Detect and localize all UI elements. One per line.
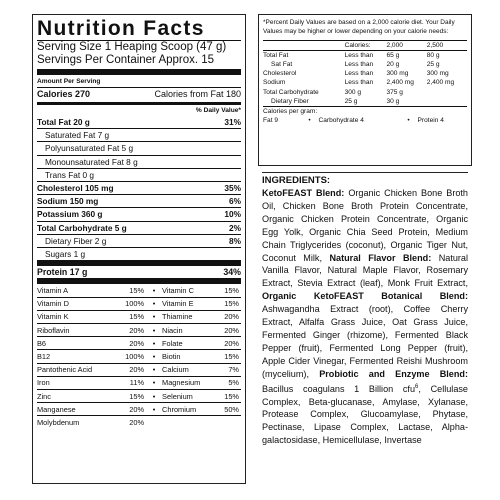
dv-cell: Less than: [344, 61, 374, 69]
vitamins-table: [37, 284, 241, 428]
vitamin-name: Niacin: [162, 324, 217, 337]
dv-cell: 80 g: [427, 50, 467, 60]
vitamin-dv: 15%: [129, 286, 145, 296]
vitamin-row: [37, 350, 241, 363]
vitamin-name: Thiamine: [162, 310, 217, 323]
dv-header-cell: [263, 40, 345, 50]
nutrition-facts-panel: [32, 14, 246, 484]
superscript: 6: [415, 383, 419, 390]
vitamin-name: B6: [37, 337, 116, 350]
ingredient-list: Bacillus coagulans 1 Billion cfu: [262, 383, 416, 394]
dv-cell: Sat Fat: [271, 61, 293, 69]
vitamin-row: [37, 324, 241, 337]
dv-cell: Total Fat: [263, 50, 345, 60]
vitamin-dv: 20%: [116, 403, 146, 416]
per-gram-item: Protein 4: [417, 117, 444, 125]
ingredient-list: Organic Chicken Bone Broth Oil, Chicken Bone Broth Protein Concentrate, Organic Chicken Protein Concentrate, Organic Egg Yolk, Organic Chia Seed Protein, Medium Chain Triglycerides (coconut), Organic Tiger Nut, Coconut Milk,: [262, 188, 468, 263]
bullet-icon: •: [146, 297, 162, 310]
calories-per-gram: [263, 106, 467, 117]
vitamin-dv: 15%: [217, 350, 241, 363]
ingredient-blend-name: Organic KetoFEAST Botanical Blend:: [262, 291, 468, 302]
nutrient-label: Dietary Fiber 2 g: [45, 235, 107, 246]
dv-row: [263, 78, 467, 87]
dv-cell: 300 mg: [426, 70, 449, 78]
vitamin-dv: 15%: [217, 297, 241, 310]
nutrient-dv: 31%: [224, 117, 241, 127]
dv-header-row: [37, 106, 241, 116]
nutrient-dv: 35%: [224, 183, 241, 194]
calories-label: Calories 270: [37, 89, 91, 99]
dv-cell: 300 g: [344, 88, 362, 96]
vitamin-dv: 20%: [217, 310, 241, 323]
vitamin-dv: 7%: [217, 363, 241, 376]
ingredients-heading: INGREDIENTS:: [262, 172, 468, 187]
nutrient-label: Total Carbohydrate 5 g: [37, 222, 127, 233]
dv-cell: Less than: [344, 79, 374, 87]
nutrient-label: Trans Fat 0 g: [45, 169, 95, 180]
serving-size: Serving Size 1 Heaping Scoop (47 g): [37, 41, 227, 53]
vitamin-name: Folate: [162, 337, 217, 350]
bullet-icon: •: [146, 350, 162, 363]
vitamin-row: [37, 376, 241, 389]
vitamin-row: [37, 310, 241, 323]
vitamin-name: Riboflavin: [37, 324, 116, 337]
bullet-icon: •: [146, 376, 162, 389]
bullet-icon: •: [146, 310, 162, 323]
dv-header-cell: 2,000: [386, 40, 426, 50]
cal-per-gram-label: Calories per gram:: [263, 107, 318, 115]
dv-table: [263, 40, 467, 106]
vitamin-dv: 20%: [217, 337, 241, 350]
vitamin-row: [37, 389, 241, 402]
ingredient-blend-name: Probiotic and Enzyme Blend:: [319, 368, 469, 379]
bullet-icon: •: [407, 117, 410, 125]
bullet-icon: [146, 416, 162, 429]
nutrient-row: [37, 234, 241, 247]
calories-from-fat: Calories from Fat 180: [154, 89, 241, 99]
vitamin-name: Manganese: [37, 403, 116, 416]
per-gram-item: Carbohydrate 4: [318, 117, 364, 125]
vitamin-row: [37, 337, 241, 350]
vitamin-dv: 100%: [116, 297, 146, 310]
vitamin-name: Molybdenum: [37, 416, 116, 429]
nutrient-label: Monounsaturated Fat 8 g: [45, 156, 138, 167]
bullet-icon: •: [146, 403, 162, 416]
nutrient-dv: 2%: [229, 222, 241, 233]
nutrient-label: Cholesterol 105 mg: [37, 183, 114, 194]
dv-cell: [427, 88, 467, 97]
bullet-icon: •: [146, 337, 162, 350]
nutrient-row: [37, 181, 241, 194]
vitamin-name: Magnesium: [162, 376, 217, 389]
vitamin-name: [162, 416, 217, 429]
dv-cell: 25 g: [344, 97, 358, 105]
nutrient-dv: 6%: [229, 196, 241, 207]
dv-cell: Less than: [345, 50, 387, 60]
dv-header: % Daily Value*: [195, 107, 241, 114]
dv-cell: 375 g: [386, 88, 403, 96]
ingredients-panel: [258, 170, 472, 446]
vitamin-name: Vitamin D: [37, 297, 116, 310]
dv-cell: Dietary Fiber: [271, 97, 309, 105]
vitamin-row: [37, 403, 241, 416]
dv-row: [263, 60, 467, 69]
vitamin-name: Calcium: [162, 363, 217, 376]
calories-row: [37, 87, 241, 101]
bullet-icon: •: [146, 324, 162, 337]
nutrient-row: [37, 141, 241, 154]
daily-values-panel: [258, 14, 472, 166]
vitamin-row: [37, 297, 241, 310]
protein-row: [37, 266, 241, 278]
dv-cell: 30 g: [386, 97, 400, 105]
nutrient-dv: 10%: [224, 209, 241, 220]
nutrient-row: [37, 207, 241, 220]
vitamin-name: Vitamin E: [162, 297, 217, 310]
protein-label: Protein 17 g: [37, 267, 88, 278]
vitamin-dv: 20%: [217, 324, 241, 337]
ingredient-list: , Cellulase Complex, Beta-glucanase, Amylase, Xylanase, Protease Complex, Glucoamylase, Phytase, Pectinase, Lipase Complex, Lactase, Alpha-galactosidase, Hemicellulase, Invertase: [262, 383, 468, 446]
dv-cell: 65 g: [386, 50, 426, 60]
vitamin-name: B12: [37, 350, 116, 363]
dv-header-cell: Calories:: [345, 40, 387, 50]
dv-cell: 20 g: [386, 61, 400, 69]
bullet-icon: •: [308, 117, 311, 125]
vitamin-name: Vitamin A: [37, 286, 69, 296]
nutrient-row: [37, 221, 241, 234]
bullet-icon: •: [152, 286, 156, 296]
vitamin-dv: 50%: [217, 403, 241, 416]
vitamin-dv: 20%: [116, 416, 146, 429]
dv-row: [263, 88, 467, 97]
protein-dv: 34%: [223, 267, 241, 278]
dv-cell: 300 mg: [386, 70, 409, 78]
dv-row: [263, 50, 467, 60]
nutrient-row: [37, 168, 241, 181]
vitamin-dv: 5%: [217, 376, 241, 389]
dv-cell: Cholesterol: [263, 70, 297, 78]
per-gram-values: [263, 116, 467, 126]
dv-header-row: [263, 40, 467, 50]
dv-row: [263, 97, 467, 106]
amount-per-serving: Amount Per Serving: [37, 78, 101, 85]
vitamin-dv: 100%: [116, 350, 146, 363]
nutrient-dv: 8%: [229, 235, 241, 246]
nutrient-label: Total Fat 20 g: [37, 117, 90, 127]
dv-footnote: *Percent Daily Values are based on a 2,000 calorie diet. Your Daily Values may be higher or lower depending on your calorie needs:: [263, 19, 455, 35]
dv-header-cell: 2,500: [427, 40, 467, 50]
dv-cell: 25 g: [426, 61, 440, 69]
ingredients-text: [262, 187, 468, 447]
nutrient-label: Polyunsaturated Fat 5 g: [45, 143, 134, 154]
vitamin-dv: 15%: [116, 389, 146, 402]
dv-cell: Total Carbohydrate: [263, 88, 319, 96]
nutrient-row: [37, 247, 241, 260]
vitamin-dv: 11%: [116, 376, 146, 389]
vitamin-dv: [217, 416, 241, 429]
vitamin-dv: 15%: [224, 286, 239, 296]
vitamin-name: Zinc: [37, 389, 116, 402]
servings-per-container: Servings Per Container Approx. 15: [37, 54, 215, 66]
vitamin-name: Vitamin C: [162, 286, 194, 296]
nutrient-row: [37, 116, 241, 128]
vitamin-name: Vitamin K: [37, 310, 116, 323]
nutrient-list: [37, 116, 241, 260]
nutrient-label: Sodium 150 mg: [37, 196, 99, 207]
bullet-icon: •: [146, 363, 162, 376]
nutrient-label: Saturated Fat 7 g: [45, 130, 110, 141]
nutrient-row: [37, 194, 241, 207]
nutrient-label: Potassium 360 g: [37, 209, 103, 220]
vitamin-dv: 15%: [217, 389, 241, 402]
nutrient-row: [37, 155, 241, 168]
dv-cell: Sodium: [263, 79, 286, 87]
vitamin-name: Chromium: [162, 403, 217, 416]
dv-row: [263, 69, 467, 78]
dv-cell: 2,400 mg: [386, 79, 414, 87]
vitamin-row: [37, 284, 241, 297]
dv-cell: 2,400 mg: [426, 79, 455, 87]
ingredient-blend-name: KetoFEAST Blend:: [262, 188, 345, 198]
vitamin-dv: 20%: [116, 324, 146, 337]
vitamin-name: Selenium: [162, 389, 217, 402]
per-gram-item: Fat 9: [263, 117, 279, 125]
nutrient-label: Sugars 1 g: [45, 249, 86, 260]
nutrition-title: Nutrition Facts: [37, 17, 205, 40]
vitamin-name: Pantothenic Acid: [37, 363, 116, 376]
dv-cell: Less than: [344, 70, 374, 78]
vitamin-dv: 20%: [116, 337, 146, 350]
ingredient-list: Ashwagandha Extract (root), Coffee Cherry Extract, Alfalfa Grass Juice, Oat Grass Juice, Fermented Ginger (rhizome), Fermented Black Pepper (fruit), Fermented Long Pepper (fruit), Apple Cider Vinegar, Fermented Reishi Mushroom (mycelium),: [262, 304, 468, 379]
vitamin-row: [37, 416, 241, 429]
dv-cell: [427, 97, 467, 106]
vitamin-name: Iron: [37, 376, 116, 389]
nutrient-row: [37, 128, 241, 141]
vitamin-dv: 15%: [116, 310, 146, 323]
ingredient-blend-name: Natural Flavor Blend:: [329, 252, 432, 263]
vitamin-name: Biotin: [162, 350, 217, 363]
bullet-icon: •: [146, 389, 162, 402]
vitamin-row: [37, 363, 241, 376]
vitamin-dv: 20%: [116, 363, 146, 376]
ingredient-list: Natural Vanilla Flavor, Natural Maple Flavor, Rosemary Extract, Stevia Extract (leaf), Monk Fruit Extract,: [262, 252, 469, 289]
